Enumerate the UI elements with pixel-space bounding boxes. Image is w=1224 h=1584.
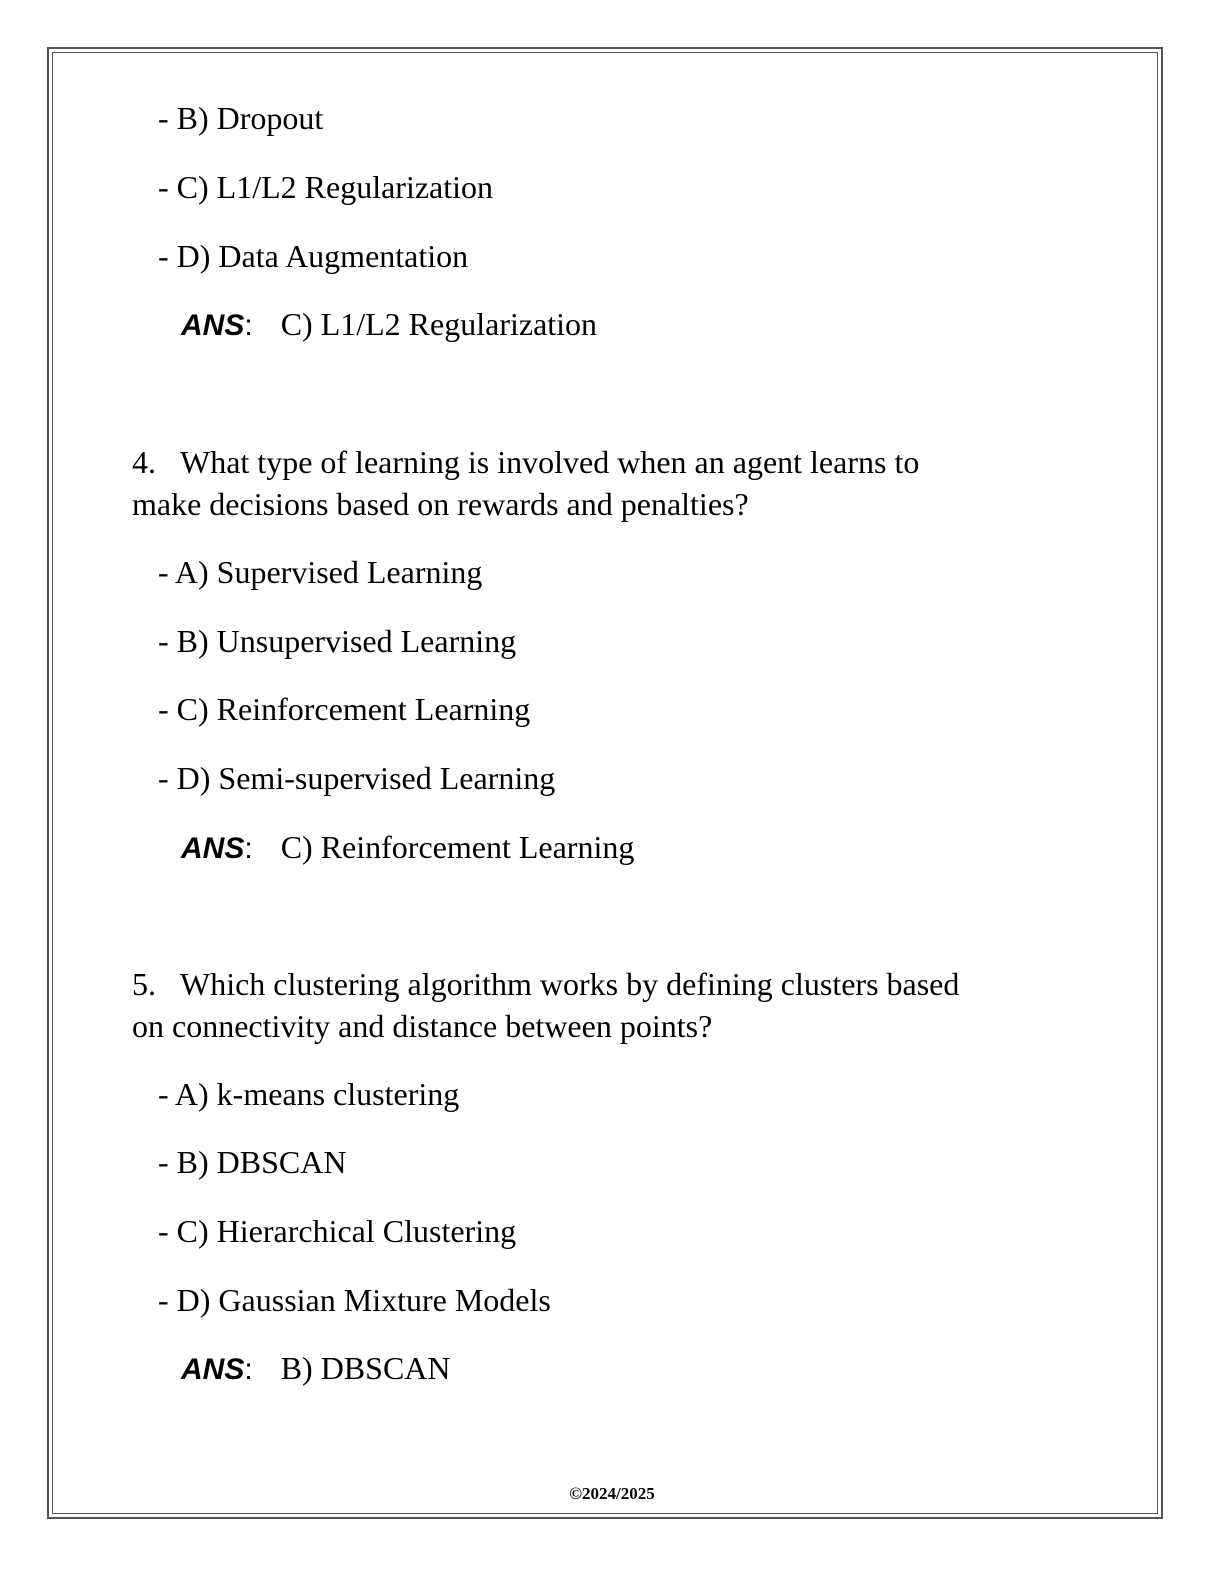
q5-option-a: - A) k-means clustering [158,1076,460,1112]
q3-option-d: - D) Data Augmentation [158,238,469,274]
q5-answer: ANS: B) DBSCAN [181,1350,451,1386]
answer-text: C) L1/L2 Regularization [280,306,598,342]
q5-option-b: - B) DBSCAN [158,1144,347,1180]
question-text-line2: make decisions based on rewards and penalties? [132,486,749,522]
question-number: 4. [132,444,156,480]
question-text-line1: Which clustering algorithm works by defining clusters based [180,966,960,1002]
q3-option-c: - C) L1/L2 Regularization [158,169,494,205]
answer-label: ANS [181,309,245,342]
q5-option-d: - D) Gaussian Mixture Models [158,1282,551,1318]
q4-answer: ANS: C) Reinforcement Learning [181,829,635,865]
answer-label: ANS [181,1353,245,1386]
q4-option-c: - C) Reinforcement Learning [158,691,531,727]
q4-option-b: - B) Unsupervised Learning [158,623,517,659]
q3-option-b: - B) Dropout [158,100,324,136]
q4-option-a: - A) Supervised Learning [158,554,483,590]
question-number: 5. [132,966,156,1002]
q4-option-d: - D) Semi-supervised Learning [158,760,556,796]
q5-option-c: - C) Hierarchical Clustering [158,1213,517,1249]
answer-label: ANS [181,832,245,865]
answer-text: C) Reinforcement Learning [280,829,635,865]
question-text-line2: on connectivity and distance between points? [132,1008,713,1044]
q5-question [132,963,1092,1047]
question-text-line1: What type of learning is involved when an agent learns to [180,444,920,480]
answer-text: B) DBSCAN [280,1350,451,1386]
q4-question [132,441,1092,525]
copyright-footer: ©2024/2025 [569,1484,655,1503]
q3-answer: ANS: C) L1/L2 Regularization [181,306,598,342]
